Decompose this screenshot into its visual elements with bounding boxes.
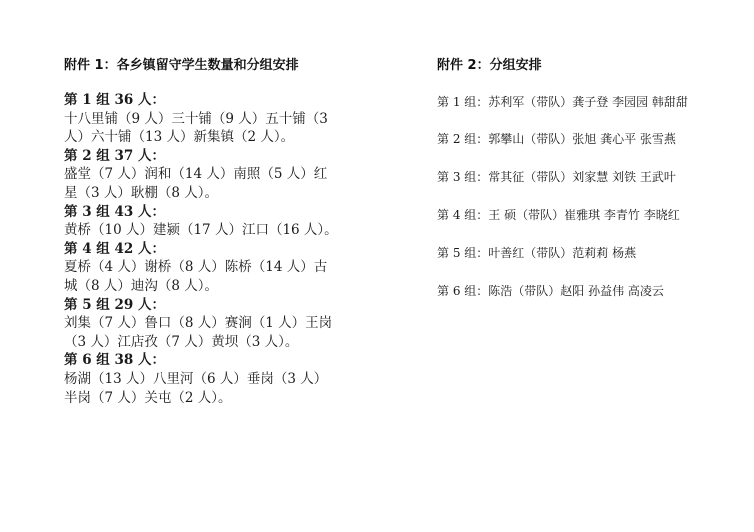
team-row-4: 第 4 组：王 硕（带队）崔雅琪 李青竹 李晓红 bbox=[437, 208, 680, 222]
group-line: 城（8 人）迪沟（8 人）。 bbox=[64, 277, 219, 294]
team-row-2: 第 2 组：郭攀山（带队）张旭 龚心平 张雪燕 bbox=[437, 132, 676, 146]
group-block-4 bbox=[64, 240, 364, 296]
group-title: 第 4 组 42 人： bbox=[64, 240, 165, 257]
team-row-3: 第 3 组：常其征（带队）刘家慧 刘铁 王武叶 bbox=[437, 170, 676, 184]
team-row-6: 第 6 组：陈浩（带队）赵阳 孙益伟 高凌云 bbox=[437, 284, 664, 298]
group-title: 第 6 组 38 人： bbox=[64, 352, 165, 369]
group-block-3 bbox=[64, 203, 364, 240]
group-title: 第 3 组 43 人： bbox=[64, 203, 165, 220]
group-line: （3 人）江店孜（7 人）黄坝（3 人）。 bbox=[64, 333, 299, 350]
group-line: 盛堂（7 人）润和（14 人）南照（5 人）红 bbox=[64, 166, 328, 183]
group-title: 第 2 组 37 人： bbox=[64, 147, 165, 164]
team-row-5: 第 5 组：叶善红（带队）范莉莉 杨燕 bbox=[437, 246, 637, 260]
group-line: 刘集（7 人）鲁口（8 人）赛涧（1 人）王岗 bbox=[64, 315, 333, 332]
group-title: 第 5 组 29 人： bbox=[64, 296, 165, 313]
group-block-2 bbox=[64, 147, 364, 203]
group-line: 夏桥（4 人）谢桥（8 人）陈桥（14 人）古 bbox=[64, 259, 328, 276]
group-line: 半岗（7 人）关屯（2 人）。 bbox=[64, 389, 232, 406]
group-block-5 bbox=[64, 296, 364, 352]
group-title: 第 1 组 36 人： bbox=[64, 92, 165, 108]
group-block-1 bbox=[64, 91, 364, 147]
attachment-1-groups bbox=[64, 91, 364, 407]
team-row-1: 第 1 组：苏利军（带队）龚子登 李园园 韩甜甜 bbox=[437, 95, 688, 109]
group-line: 黄桥（10 人）建颍（17 人）江口（16 人）。 bbox=[64, 222, 338, 239]
attachment-1-heading: 附件 1：各乡镇留守学生数量和分组安排 bbox=[64, 58, 299, 73]
group-line: 人）六十铺（13 人）新集镇（2 人）。 bbox=[64, 129, 295, 146]
attachment-2-heading: 附件 2：分组安排 bbox=[437, 58, 542, 73]
group-block-6 bbox=[64, 351, 364, 407]
group-line: 星（3 人）耿棚（8 人）。 bbox=[64, 184, 219, 201]
group-line: 十八里铺（9 人）三十铺（9 人）五十铺（3 bbox=[64, 110, 328, 127]
group-line: 杨湖（13 人）八里河（6 人）垂岗（3 人） bbox=[64, 370, 328, 387]
